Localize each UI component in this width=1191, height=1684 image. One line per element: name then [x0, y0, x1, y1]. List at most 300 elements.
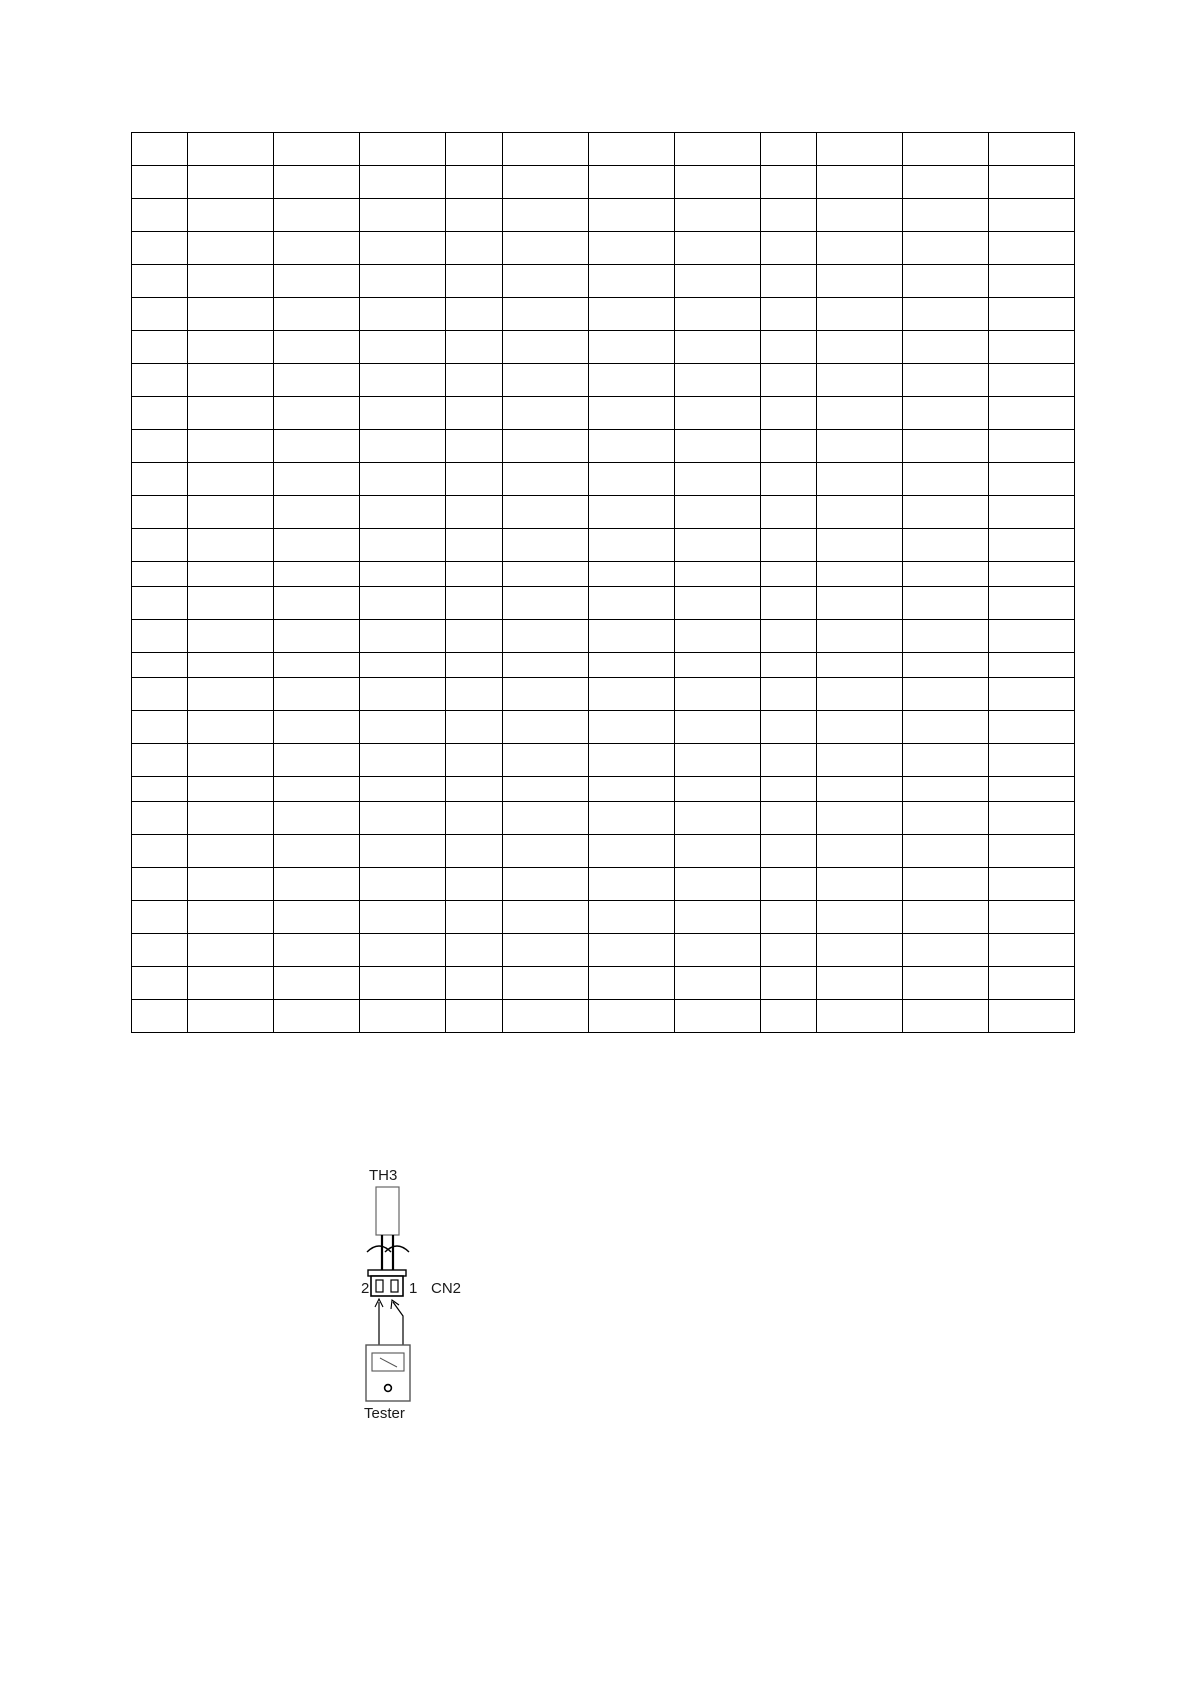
- table-cell: [675, 232, 761, 265]
- table-cell: [446, 331, 503, 364]
- table-cell: [817, 562, 903, 587]
- table-cell: [503, 653, 589, 678]
- table-cell: [132, 802, 188, 835]
- table-cell: [675, 711, 761, 744]
- table-cell: [817, 232, 903, 265]
- table-cell: [903, 397, 989, 430]
- table-cell: [132, 835, 188, 868]
- table-cell: [817, 133, 903, 166]
- table-cell: [132, 331, 188, 364]
- table-cell: [817, 678, 903, 711]
- table-cell: [675, 133, 761, 166]
- table-cell: [817, 529, 903, 562]
- table-cell: [274, 711, 360, 744]
- table-row: [132, 835, 1075, 868]
- table-cell: [132, 744, 188, 777]
- table-cell: [360, 529, 446, 562]
- table-cell: [675, 678, 761, 711]
- table-cell: [903, 711, 989, 744]
- table-row: [132, 934, 1075, 967]
- table-cell: [360, 397, 446, 430]
- table-cell: [360, 901, 446, 934]
- table-cell: [817, 802, 903, 835]
- table-cell: [817, 265, 903, 298]
- table-cell: [188, 587, 274, 620]
- table-cell: [903, 463, 989, 496]
- thermistor-test-diagram: [345, 1160, 505, 1420]
- table-cell: [132, 587, 188, 620]
- table-body: [132, 133, 1075, 1033]
- table-cell: [446, 199, 503, 232]
- table-row: [132, 364, 1075, 397]
- table-row: [132, 653, 1075, 678]
- table-cell: [817, 587, 903, 620]
- table-cell: [188, 166, 274, 199]
- table-cell: [675, 868, 761, 901]
- table-cell: [589, 744, 675, 777]
- table-cell: [503, 835, 589, 868]
- table-cell: [132, 430, 188, 463]
- table-cell: [132, 298, 188, 331]
- table-cell: [360, 868, 446, 901]
- table-cell: [761, 835, 817, 868]
- table-cell: [903, 331, 989, 364]
- table-row: [132, 331, 1075, 364]
- table-cell: [188, 331, 274, 364]
- table-cell: [446, 430, 503, 463]
- table-cell: [675, 620, 761, 653]
- table-cell: [589, 967, 675, 1000]
- table-cell: [188, 397, 274, 430]
- table-cell: [274, 868, 360, 901]
- table-cell: [903, 620, 989, 653]
- table-cell: [989, 901, 1075, 934]
- table-cell: [274, 397, 360, 430]
- table-cell: [761, 298, 817, 331]
- table-cell: [274, 744, 360, 777]
- table-cell: [274, 620, 360, 653]
- table-cell: [589, 562, 675, 587]
- table-cell: [132, 166, 188, 199]
- table-cell: [132, 901, 188, 934]
- table-cell: [446, 397, 503, 430]
- table-cell: [446, 587, 503, 620]
- table-cell: [132, 678, 188, 711]
- table-cell: [675, 496, 761, 529]
- table-cell: [589, 199, 675, 232]
- table-cell: [274, 265, 360, 298]
- table-cell: [446, 711, 503, 744]
- tester-meter: [366, 1345, 410, 1401]
- table-cell: [761, 364, 817, 397]
- table-cell: [132, 967, 188, 1000]
- table-row: [132, 802, 1075, 835]
- table-cell: [989, 364, 1075, 397]
- table-cell: [589, 265, 675, 298]
- table-cell: [503, 232, 589, 265]
- table-cell: [503, 364, 589, 397]
- table-cell: [446, 835, 503, 868]
- tester-leads: [375, 1299, 403, 1348]
- table-row: [132, 868, 1075, 901]
- table-cell: [132, 934, 188, 967]
- table-row: [132, 711, 1075, 744]
- table-cell: [360, 298, 446, 331]
- table-cell: [817, 777, 903, 802]
- table-cell: [817, 653, 903, 678]
- table-cell: [132, 265, 188, 298]
- table-cell: [503, 529, 589, 562]
- table-cell: [817, 868, 903, 901]
- table-row: [132, 529, 1075, 562]
- table-cell: [675, 331, 761, 364]
- table-cell: [274, 1000, 360, 1033]
- table-cell: [132, 133, 188, 166]
- table-cell: [360, 777, 446, 802]
- table-cell: [817, 298, 903, 331]
- table-cell: [903, 496, 989, 529]
- table-cell: [761, 397, 817, 430]
- table-cell: [446, 744, 503, 777]
- table-cell: [761, 587, 817, 620]
- tester-label: Tester: [364, 1405, 405, 1420]
- table-cell: [503, 587, 589, 620]
- table-cell: [989, 463, 1075, 496]
- table-cell: [274, 901, 360, 934]
- table-cell: [903, 199, 989, 232]
- table-cell: [761, 967, 817, 1000]
- thermistor-label: TH3: [369, 1167, 398, 1184]
- table-cell: [274, 166, 360, 199]
- table-cell: [903, 744, 989, 777]
- empty-data-table: [131, 132, 1075, 1033]
- table-cell: [446, 777, 503, 802]
- table-cell: [989, 802, 1075, 835]
- table-cell: [188, 967, 274, 1000]
- table-cell: [132, 232, 188, 265]
- table-cell: [188, 744, 274, 777]
- table-cell: [589, 133, 675, 166]
- table-cell: [761, 430, 817, 463]
- table-cell: [446, 265, 503, 298]
- table-row: [132, 397, 1075, 430]
- table-cell: [132, 397, 188, 430]
- table-cell: [360, 265, 446, 298]
- table-cell: [446, 1000, 503, 1033]
- table-cell: [188, 265, 274, 298]
- table-cell: [446, 463, 503, 496]
- table-cell: [589, 620, 675, 653]
- table-cell: [903, 967, 989, 1000]
- table-cell: [589, 430, 675, 463]
- table-cell: [761, 744, 817, 777]
- table-cell: [503, 744, 589, 777]
- table-cell: [903, 777, 989, 802]
- table-cell: [761, 232, 817, 265]
- table-cell: [675, 1000, 761, 1033]
- table-cell: [274, 232, 360, 265]
- table-cell: [903, 587, 989, 620]
- table-cell: [761, 265, 817, 298]
- table-cell: [132, 496, 188, 529]
- table-cell: [761, 529, 817, 562]
- table-cell: [446, 562, 503, 587]
- table-cell: [360, 802, 446, 835]
- table-cell: [274, 587, 360, 620]
- table-cell: [360, 653, 446, 678]
- table-cell: [589, 934, 675, 967]
- table-cell: [360, 133, 446, 166]
- table-cell: [817, 199, 903, 232]
- table-cell: [675, 265, 761, 298]
- table-cell: [761, 331, 817, 364]
- table-cell: [188, 496, 274, 529]
- table-cell: [675, 397, 761, 430]
- table-cell: [188, 199, 274, 232]
- table-cell: [903, 901, 989, 934]
- table-cell: [188, 711, 274, 744]
- table-cell: [903, 835, 989, 868]
- table-row: [132, 901, 1075, 934]
- table-cell: [274, 133, 360, 166]
- table-cell: [903, 133, 989, 166]
- table-cell: [360, 232, 446, 265]
- table-cell: [761, 463, 817, 496]
- table-cell: [360, 967, 446, 1000]
- table-cell: [817, 463, 903, 496]
- table-cell: [761, 901, 817, 934]
- table-cell: [503, 199, 589, 232]
- table-cell: [503, 133, 589, 166]
- table-cell: [446, 496, 503, 529]
- table-cell: [989, 562, 1075, 587]
- table-row: [132, 1000, 1075, 1033]
- table-cell: [817, 430, 903, 463]
- table-cell: [589, 331, 675, 364]
- table-cell: [274, 298, 360, 331]
- table-cell: [132, 364, 188, 397]
- table-cell: [675, 777, 761, 802]
- table-row: [132, 265, 1075, 298]
- table-cell: [903, 166, 989, 199]
- table-cell: [503, 430, 589, 463]
- table-row: [132, 199, 1075, 232]
- table-cell: [589, 711, 675, 744]
- table-cell: [761, 934, 817, 967]
- table-cell: [503, 678, 589, 711]
- table-cell: [132, 1000, 188, 1033]
- table-cell: [589, 653, 675, 678]
- table-cell: [503, 802, 589, 835]
- table-cell: [675, 364, 761, 397]
- table-cell: [360, 1000, 446, 1033]
- table-cell: [989, 868, 1075, 901]
- table-row: [132, 133, 1075, 166]
- table-cell: [188, 653, 274, 678]
- table-cell: [989, 430, 1075, 463]
- table-cell: [817, 744, 903, 777]
- table-cell: [188, 463, 274, 496]
- table-cell: [589, 587, 675, 620]
- table-cell: [761, 1000, 817, 1033]
- table-cell: [446, 653, 503, 678]
- table-cell: [989, 199, 1075, 232]
- table-row: [132, 298, 1075, 331]
- table-cell: [132, 868, 188, 901]
- table-cell: [589, 777, 675, 802]
- table-cell: [589, 232, 675, 265]
- table-cell: [360, 934, 446, 967]
- table-cell: [989, 967, 1075, 1000]
- table-cell: [360, 620, 446, 653]
- table-cell: [675, 934, 761, 967]
- table-cell: [446, 298, 503, 331]
- table-cell: [675, 298, 761, 331]
- table-cell: [446, 678, 503, 711]
- table-cell: [675, 835, 761, 868]
- table-cell: [989, 744, 1075, 777]
- table-cell: [761, 777, 817, 802]
- table-cell: [188, 678, 274, 711]
- table-cell: [903, 653, 989, 678]
- table-cell: [446, 934, 503, 967]
- table-cell: [817, 397, 903, 430]
- table-cell: [989, 331, 1075, 364]
- table-cell: [675, 529, 761, 562]
- table-row: [132, 463, 1075, 496]
- table-cell: [589, 166, 675, 199]
- thermistor-wires: [367, 1235, 409, 1275]
- table-cell: [817, 331, 903, 364]
- table-cell: [903, 298, 989, 331]
- table-cell: [589, 364, 675, 397]
- table-cell: [503, 298, 589, 331]
- pin-1-label: 1: [409, 1280, 418, 1297]
- table-cell: [675, 562, 761, 587]
- table-cell: [274, 835, 360, 868]
- table-cell: [188, 620, 274, 653]
- table-cell: [903, 868, 989, 901]
- table-cell: [274, 463, 360, 496]
- table-cell: [188, 802, 274, 835]
- table-cell: [188, 835, 274, 868]
- table-cell: [188, 934, 274, 967]
- table-cell: [503, 868, 589, 901]
- table-cell: [989, 397, 1075, 430]
- table-cell: [360, 430, 446, 463]
- table-cell: [360, 496, 446, 529]
- connector-label: CN2: [431, 1280, 462, 1297]
- table-cell: [989, 133, 1075, 166]
- table-cell: [761, 711, 817, 744]
- table-cell: [188, 298, 274, 331]
- table-cell: [360, 711, 446, 744]
- table-cell: [360, 364, 446, 397]
- table-cell: [274, 967, 360, 1000]
- table-cell: [360, 331, 446, 364]
- table-cell: [761, 868, 817, 901]
- table-cell: [188, 529, 274, 562]
- table-cell: [675, 166, 761, 199]
- table-cell: [761, 802, 817, 835]
- table-cell: [989, 653, 1075, 678]
- table-cell: [589, 868, 675, 901]
- table-row: [132, 678, 1075, 711]
- table-row: [132, 587, 1075, 620]
- table-cell: [761, 133, 817, 166]
- table-cell: [989, 678, 1075, 711]
- table-cell: [132, 620, 188, 653]
- table-cell: [903, 529, 989, 562]
- table-cell: [761, 496, 817, 529]
- table-cell: [817, 967, 903, 1000]
- table-cell: [589, 463, 675, 496]
- table-cell: [903, 265, 989, 298]
- table-cell: [989, 1000, 1075, 1033]
- table-cell: [903, 430, 989, 463]
- table-row: [132, 166, 1075, 199]
- table-cell: [989, 620, 1075, 653]
- table-cell: [817, 166, 903, 199]
- table-cell: [446, 868, 503, 901]
- table-cell: [989, 265, 1075, 298]
- table-row: [132, 232, 1075, 265]
- table-cell: [589, 298, 675, 331]
- table-cell: [446, 901, 503, 934]
- table-cell: [360, 463, 446, 496]
- table-cell: [360, 562, 446, 587]
- table-cell: [761, 562, 817, 587]
- table-cell: [589, 802, 675, 835]
- table-row: [132, 777, 1075, 802]
- table-cell: [503, 711, 589, 744]
- table-cell: [903, 934, 989, 967]
- table-row: [132, 967, 1075, 1000]
- table-cell: [274, 653, 360, 678]
- table-cell: [817, 620, 903, 653]
- table-cell: [188, 1000, 274, 1033]
- table-cell: [188, 777, 274, 802]
- table-cell: [274, 529, 360, 562]
- table-cell: [817, 901, 903, 934]
- table-cell: [817, 1000, 903, 1033]
- tester-knob-icon: [385, 1385, 392, 1392]
- table-cell: [446, 620, 503, 653]
- table-cell: [675, 901, 761, 934]
- table-cell: [503, 397, 589, 430]
- table-cell: [274, 331, 360, 364]
- table-cell: [989, 529, 1075, 562]
- table-cell: [503, 496, 589, 529]
- table-cell: [132, 529, 188, 562]
- table-cell: [989, 496, 1075, 529]
- table-cell: [274, 562, 360, 587]
- table-cell: [503, 901, 589, 934]
- table-cell: [132, 777, 188, 802]
- table-cell: [503, 265, 589, 298]
- table-cell: [675, 199, 761, 232]
- table-cell: [817, 934, 903, 967]
- table-cell: [446, 967, 503, 1000]
- table-cell: [503, 620, 589, 653]
- table-cell: [761, 653, 817, 678]
- table-cell: [503, 562, 589, 587]
- table-cell: [817, 496, 903, 529]
- table-cell: [503, 777, 589, 802]
- table-cell: [589, 397, 675, 430]
- table-cell: [903, 364, 989, 397]
- table-cell: [589, 529, 675, 562]
